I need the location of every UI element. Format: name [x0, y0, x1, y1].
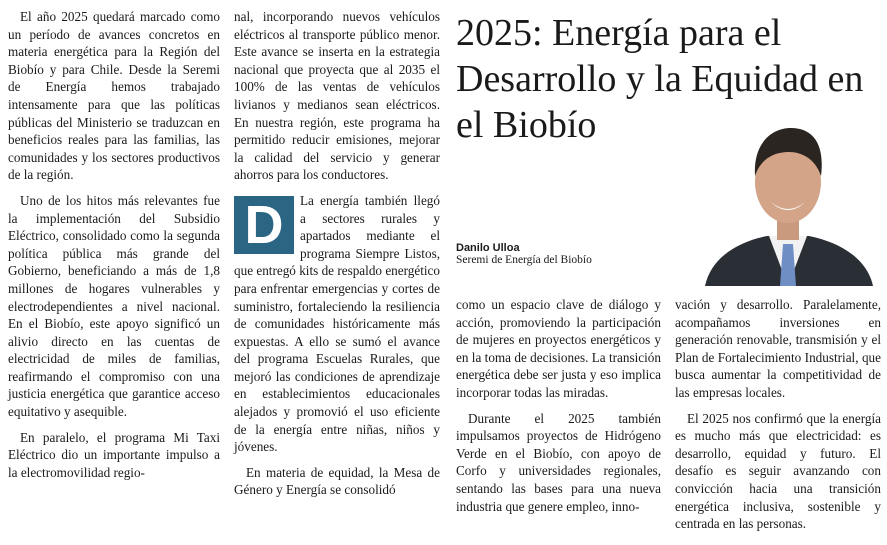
paragraph: En materia de equidad, la Mesa de Género y Energía se consolidó [234, 464, 440, 498]
column-2 [234, 8, 440, 507]
paragraph-text: La energía también llegó a sectores rurales y apartados mediante el programa Siempre Listos, que entregó kits de respaldo energético para enfrentar emergencias y cortes de suministro, fortaleciendo la resiliencia de comunidades históricamente más expuestas. A ello se sumó el avance del programa Escuelas Rurales, que mejoró las condiciones de aprendizaje en establecimientos educacionales alejados y promovió el uso eficiente de la energía entre niñas, niños y jóvenes. [234, 192, 440, 455]
paragraph: Uno de los hitos más relevantes fue la implementación del Subsidio Eléctrico, consolidado como la segunda política pública más grande del Gobierno, beneficiando a más de 1,8 millones de hogares vulnerables y electrodependientes a nivel nacional. En el Biobío, este apoyo significó un alivio directo en las cuentas de electricidad de miles de familias, reafirmando el compromiso con una justicia energética que garantice acceso equitativo y asequible. [8, 192, 220, 420]
column-1 [8, 8, 220, 489]
column-4 [675, 296, 881, 541]
author-photo [697, 120, 879, 286]
paragraph: El año 2025 quedará marcado como un período de avances concretos en materia energética para la Región del Biobío y para Chile. Desde la Seremi de Energía hemos trabajado intensamente para que las políticas públicas del Ministerio se traduzcan en beneficios reales para las familias, las comunidades y los sectores productivos de la región. [8, 9, 220, 183]
paragraph: vación y desarrollo. Paralelamente, acompañamos inversiones en generación renovable, transmisión y el Plan de Fortalecimiento Industrial, que busca aumentar la competitividad de las empresas locales. [675, 297, 881, 400]
paragraph-with-dropcap [234, 192, 440, 456]
paragraph: nal, incorporando nuevos vehículos eléctricos al transporte público menor. Este avance se inserta en la estrategia nacional que proyecta que al 2035 el 100% de las ventas de vehículos livianos y medianos sean eléctricos. En nuestra región, este programa ha permitido reducir emisiones, mejorar la calidad del servicio y generar ahorros para los conductores. [234, 9, 440, 183]
paragraph: como un espacio clave de diálogo y acción, promoviendo la participación de mujeres en proyectos energéticos y en la toma de decisiones. La transición energética debe ser justa y eso implica incorporar todas las miradas. [456, 297, 661, 400]
article-title: 2025: Energía para el Desarrollo y la Equidad en el Biobío [456, 12, 864, 146]
column-3 [456, 296, 661, 523]
author-name: Danilo Ulloa [456, 242, 520, 254]
author-role: Seremi de Energía del Biobío [456, 254, 592, 266]
paragraph: El 2025 nos confirmó que la energía es mucho más que electricidad: es desarrollo, equidad y futuro. El desafío es seguir avanzando con convicción hacia una transición energética inclusiva, sostenible y centrada en las personas. [675, 410, 881, 532]
dropcap: D [234, 196, 294, 254]
byline [456, 242, 686, 266]
paragraph: En paralelo, el programa Mi Taxi Eléctrico dio un importante impulso a la electromovilidad regio- [8, 429, 220, 480]
paragraph: Durante el 2025 también impulsamos proyectos de Hidrógeno Verde en el Biobío, con apoyo de Corfo y universidades regionales, sentando las bases para una nueva industria que genere empleo, inno- [456, 410, 661, 514]
